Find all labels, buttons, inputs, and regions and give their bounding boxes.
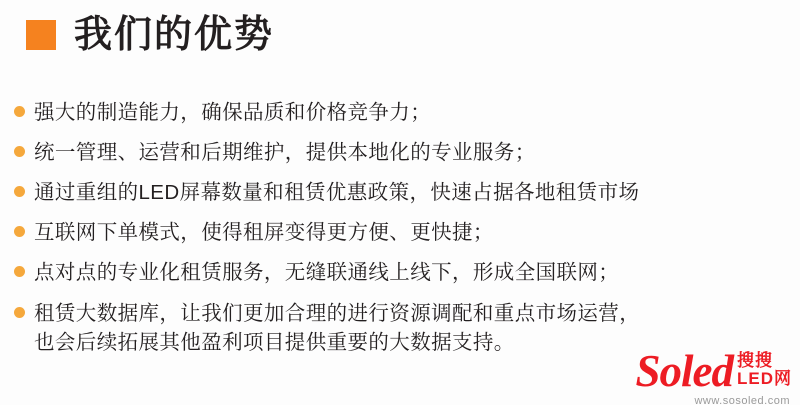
bullet-line: 点对点的专业化租赁服务，无缝联通线上线下，形成全国联网； <box>34 261 620 285</box>
list-item <box>10 138 790 167</box>
watermark-cn-line2: LED网 <box>737 369 792 389</box>
watermark-url: www.sosoled.com <box>694 395 790 407</box>
watermark-brand: Soled <box>635 346 733 397</box>
bullet-line: 统一管理、运营和后期维护，提供本地化的专业服务； <box>34 141 536 165</box>
title-square-icon <box>26 20 56 50</box>
watermark-cn <box>737 352 792 389</box>
bullet-text <box>34 299 640 357</box>
list-item <box>10 178 790 207</box>
list-item <box>10 258 790 287</box>
bullet-dot-icon <box>14 307 25 318</box>
bullet-line: 互联网下单模式，使得租屏变得更方便、更快捷； <box>34 221 494 245</box>
bullet-text <box>34 98 431 127</box>
bullet-line: 也会后续拓展其他盈利项目提供重要的大数据支持。 <box>34 330 515 354</box>
bullet-line: 通过重组的LED屏幕数量和租赁优惠政策，快速占据各地租赁市场 <box>34 181 640 205</box>
title-text: 我们的优势 <box>74 14 275 56</box>
bullet-dot-icon <box>14 106 25 117</box>
bullet-list <box>10 98 790 368</box>
bullet-line: 租赁大数据库，让我们更加合理的进行资源调配和重点市场运营， <box>34 301 641 325</box>
bullet-dot-icon <box>14 266 25 277</box>
list-item <box>10 218 790 247</box>
bullet-text <box>34 258 619 287</box>
bullet-line: 强大的制造能力，确保品质和价格竞争力； <box>34 101 432 124</box>
bullet-dot-icon <box>14 146 25 157</box>
bullet-text <box>34 178 639 207</box>
watermark-logo <box>635 346 792 397</box>
bullet-text <box>34 218 494 247</box>
list-item <box>10 98 790 127</box>
page-title <box>26 16 274 54</box>
bullet-dot-icon <box>14 186 25 197</box>
bullet-text <box>34 138 536 167</box>
bullet-dot-icon <box>14 226 25 237</box>
watermark-cn-line1: 搜搜 <box>737 350 773 370</box>
